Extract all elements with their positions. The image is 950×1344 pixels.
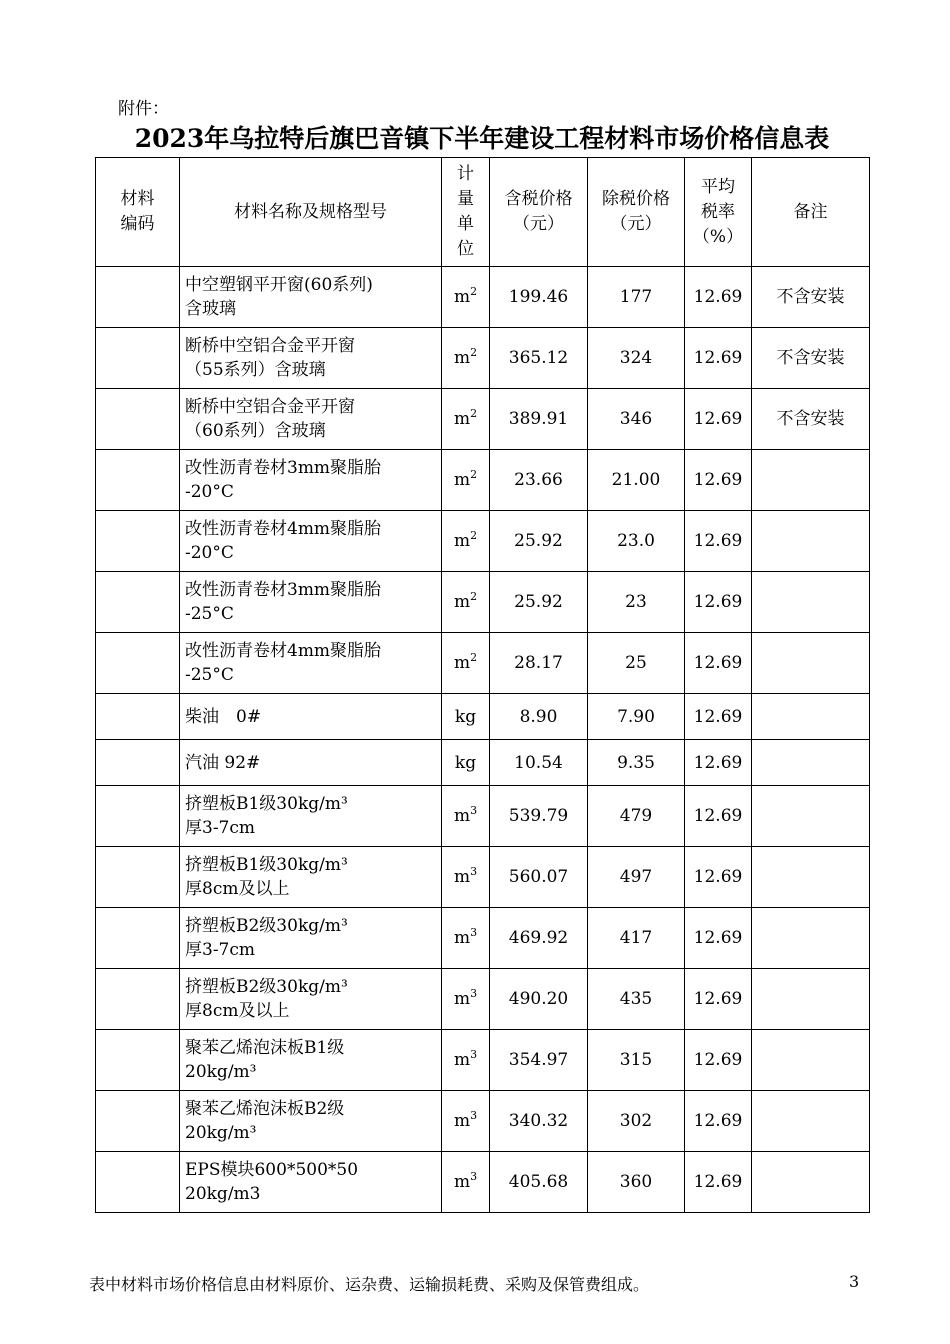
cell-material-name <box>180 969 442 1030</box>
material-name-line: 20kg/m³ <box>185 1062 257 1082</box>
cell-unit <box>442 572 490 633</box>
cell-note <box>752 1030 870 1091</box>
unit-base: m <box>453 1111 471 1131</box>
cell-note <box>752 1091 870 1152</box>
table-row <box>96 908 870 969</box>
cell-material-name <box>180 511 442 572</box>
material-name-line: 断桥中空铝合金平开窗 <box>185 397 355 417</box>
header-avg-tax-rate: 平均 税率 （%） <box>685 158 752 267</box>
cell-tax-rate: 12.69 <box>685 969 752 1030</box>
cell-price-with-tax: 25.92 <box>490 572 588 633</box>
cell-price-without-tax: 23.0 <box>588 511 685 572</box>
cell-unit <box>442 786 490 847</box>
material-name-line: 厚3-7cm <box>185 940 256 960</box>
cell-material-name <box>180 328 442 389</box>
unit-exponent: 3 <box>470 804 478 817</box>
unit-base: m <box>453 592 471 612</box>
cell-material-name <box>180 1091 442 1152</box>
cell-price-with-tax: 8.90 <box>490 694 588 740</box>
cell-material-name <box>180 389 442 450</box>
cell-price-without-tax: 25 <box>588 633 685 694</box>
cell-code <box>96 969 180 1030</box>
cell-code <box>96 511 180 572</box>
unit-base: m <box>453 989 471 1009</box>
cell-material-name <box>180 740 442 786</box>
unit-base: m <box>453 531 471 551</box>
cell-tax-rate: 12.69 <box>685 786 752 847</box>
cell-price-with-tax: 25.92 <box>490 511 588 572</box>
cell-note <box>752 511 870 572</box>
cell-unit <box>442 1030 490 1091</box>
header-price-with-tax: 含税价格 （元） <box>490 158 588 267</box>
cell-note <box>752 1152 870 1213</box>
cell-unit <box>442 847 490 908</box>
cell-price-without-tax: 435 <box>588 969 685 1030</box>
cell-tax-rate: 12.69 <box>685 328 752 389</box>
unit-exponent: 2 <box>470 590 478 603</box>
cell-price-without-tax: 21.00 <box>588 450 685 511</box>
cell-unit <box>442 267 490 328</box>
table-row <box>96 786 870 847</box>
cell-note <box>752 908 870 969</box>
material-name-line: 挤塑板B1级30kg/m³ <box>185 855 348 875</box>
unit-base: m <box>453 806 471 826</box>
material-name-line: 挤塑板B2级30kg/m³ <box>185 916 348 936</box>
cell-unit <box>442 1152 490 1213</box>
cell-tax-rate: 12.69 <box>685 740 752 786</box>
material-name-line: 改性沥青卷材3mm聚脂胎 <box>185 458 382 478</box>
cell-price-with-tax: 405.68 <box>490 1152 588 1213</box>
cell-material-name <box>180 786 442 847</box>
cell-price-without-tax: 177 <box>588 267 685 328</box>
cell-code <box>96 1091 180 1152</box>
cell-tax-rate: 12.69 <box>685 694 752 740</box>
unit-exponent: 3 <box>470 926 478 939</box>
cell-unit <box>442 694 490 740</box>
header-price-without-tax: 除税价格 （元） <box>588 158 685 267</box>
cell-note <box>752 740 870 786</box>
material-name-line: 聚苯乙烯泡沫板B2级 <box>185 1099 345 1119</box>
cell-note <box>752 786 870 847</box>
page-number: 3 <box>849 1272 860 1291</box>
table-row <box>96 1152 870 1213</box>
cell-tax-rate: 12.69 <box>685 633 752 694</box>
material-name-line: 改性沥青卷材4mm聚脂胎 <box>185 641 382 661</box>
header-note: 备注 <box>752 158 870 267</box>
material-name-line: -20°C <box>185 543 234 563</box>
unit-base: m <box>453 409 471 429</box>
cell-unit <box>442 511 490 572</box>
cell-code <box>96 389 180 450</box>
unit-base: m <box>453 1172 471 1192</box>
unit-exponent: 2 <box>470 285 478 298</box>
table-row <box>96 572 870 633</box>
cell-material-name <box>180 267 442 328</box>
cell-unit <box>442 328 490 389</box>
unit-base: kg <box>454 706 477 727</box>
cell-price-without-tax: 9.35 <box>588 740 685 786</box>
cell-tax-rate: 12.69 <box>685 847 752 908</box>
cell-price-with-tax: 490.20 <box>490 969 588 1030</box>
unit-exponent: 2 <box>470 468 478 481</box>
material-name-line: 挤塑板B1级30kg/m³ <box>185 794 348 814</box>
cell-material-name <box>180 847 442 908</box>
material-name-line: 柴油 0# <box>185 706 262 727</box>
cell-code <box>96 1030 180 1091</box>
cell-note <box>752 969 870 1030</box>
material-name-line: -20°C <box>185 482 234 502</box>
material-name-line: 改性沥青卷材4mm聚脂胎 <box>185 519 382 539</box>
table-row <box>96 847 870 908</box>
material-name-line: 改性沥青卷材3mm聚脂胎 <box>185 580 382 600</box>
cell-price-without-tax: 23 <box>588 572 685 633</box>
unit-base: m <box>453 470 471 490</box>
table-row <box>96 740 870 786</box>
unit-exponent: 3 <box>470 1170 478 1183</box>
unit-base: kg <box>454 752 477 773</box>
cell-note <box>752 694 870 740</box>
price-table <box>95 157 870 1213</box>
cell-code <box>96 633 180 694</box>
cell-unit <box>442 908 490 969</box>
unit-base: m <box>453 287 471 307</box>
table-header-row <box>96 158 870 267</box>
cell-code <box>96 1152 180 1213</box>
table-row <box>96 1091 870 1152</box>
cell-price-with-tax: 560.07 <box>490 847 588 908</box>
cell-unit <box>442 969 490 1030</box>
cell-unit <box>442 450 490 511</box>
cell-code <box>96 694 180 740</box>
unit-exponent: 3 <box>470 865 478 878</box>
material-name-line: 20kg/m³ <box>185 1123 257 1143</box>
cell-material-name <box>180 1030 442 1091</box>
unit-exponent: 2 <box>470 346 478 359</box>
page-title: 2023年乌拉特后旗巴音镇下半年建设工程材料市场价格信息表 <box>134 124 830 153</box>
cell-note <box>752 847 870 908</box>
cell-material-name <box>180 450 442 511</box>
cell-tax-rate: 12.69 <box>685 572 752 633</box>
cell-price-with-tax: 469.92 <box>490 908 588 969</box>
cell-note <box>752 450 870 511</box>
cell-price-with-tax: 199.46 <box>490 267 588 328</box>
cell-price-with-tax: 28.17 <box>490 633 588 694</box>
cell-price-without-tax: 346 <box>588 389 685 450</box>
cell-code <box>96 450 180 511</box>
cell-code <box>96 572 180 633</box>
material-name-line: 含玻璃 <box>185 299 236 319</box>
cell-note <box>752 572 870 633</box>
cell-price-without-tax: 479 <box>588 786 685 847</box>
unit-exponent: 3 <box>470 987 478 1000</box>
cell-code <box>96 740 180 786</box>
unit-base: m <box>453 1050 471 1070</box>
cell-tax-rate: 12.69 <box>685 267 752 328</box>
cell-code <box>96 908 180 969</box>
cell-material-name <box>180 633 442 694</box>
material-name-line: 断桥中空铝合金平开窗 <box>185 336 355 356</box>
unit-exponent: 2 <box>470 529 478 542</box>
material-name-line: （55系列）含玻璃 <box>185 360 326 380</box>
table-row <box>96 328 870 389</box>
footer-note: 表中材料市场价格信息由材料原价、运杂费、运输损耗费、采购及保管费组成。 <box>89 1275 650 1294</box>
unit-exponent: 3 <box>470 1048 478 1061</box>
cell-code <box>96 328 180 389</box>
unit-base: m <box>453 928 471 948</box>
cell-unit <box>442 389 490 450</box>
cell-tax-rate: 12.69 <box>685 389 752 450</box>
cell-price-without-tax: 497 <box>588 847 685 908</box>
table-row <box>96 511 870 572</box>
cell-price-without-tax: 417 <box>588 908 685 969</box>
header-unit: 计 量 单 位 <box>442 158 490 267</box>
material-name-line: 聚苯乙烯泡沫板B1级 <box>185 1038 345 1058</box>
material-name-line: 厚3-7cm <box>185 818 256 838</box>
cell-price-with-tax: 10.54 <box>490 740 588 786</box>
cell-code <box>96 786 180 847</box>
cell-material-name <box>180 572 442 633</box>
cell-price-with-tax: 365.12 <box>490 328 588 389</box>
cell-note <box>752 633 870 694</box>
cell-material-name <box>180 1152 442 1213</box>
header-code: 材料 编码 <box>96 158 180 267</box>
material-name-line: 厚8cm及以上 <box>185 879 290 899</box>
table-row <box>96 969 870 1030</box>
cell-price-without-tax: 302 <box>588 1091 685 1152</box>
material-name-line: （60系列）含玻璃 <box>185 421 326 441</box>
material-name-line: 中空塑钢平开窗(60系列) <box>185 275 373 295</box>
cell-tax-rate: 12.69 <box>685 1030 752 1091</box>
cell-price-without-tax: 360 <box>588 1152 685 1213</box>
cell-price-with-tax: 389.91 <box>490 389 588 450</box>
unit-base: m <box>453 653 471 673</box>
material-name-line: 20kg/m3 <box>185 1184 261 1204</box>
material-name-line: 厚8cm及以上 <box>185 1001 290 1021</box>
table-row <box>96 1030 870 1091</box>
cell-tax-rate: 12.69 <box>685 1091 752 1152</box>
material-name-line: 汽油 92# <box>185 752 261 773</box>
cell-price-with-tax: 539.79 <box>490 786 588 847</box>
material-name-line: -25°C <box>185 665 234 685</box>
unit-base: m <box>453 867 471 887</box>
cell-unit <box>442 1091 490 1152</box>
cell-note: 不含安装 <box>752 267 870 328</box>
cell-tax-rate: 12.69 <box>685 908 752 969</box>
material-name-line: 挤塑板B2级30kg/m³ <box>185 977 348 997</box>
table-row <box>96 450 870 511</box>
attachment-label: 附件： <box>118 99 169 119</box>
cell-tax-rate: 12.69 <box>685 1152 752 1213</box>
cell-unit <box>442 633 490 694</box>
unit-base: m <box>453 348 471 368</box>
cell-material-name <box>180 908 442 969</box>
cell-price-with-tax: 23.66 <box>490 450 588 511</box>
table-row <box>96 694 870 740</box>
unit-exponent: 3 <box>470 1109 478 1122</box>
cell-tax-rate: 12.69 <box>685 511 752 572</box>
cell-tax-rate: 12.69 <box>685 450 752 511</box>
material-name-line: -25°C <box>185 604 234 624</box>
unit-exponent: 2 <box>470 651 478 664</box>
unit-exponent: 2 <box>470 407 478 420</box>
cell-price-with-tax: 354.97 <box>490 1030 588 1091</box>
cell-unit <box>442 740 490 786</box>
cell-price-without-tax: 315 <box>588 1030 685 1091</box>
cell-note: 不含安装 <box>752 328 870 389</box>
cell-code <box>96 267 180 328</box>
cell-price-without-tax: 324 <box>588 328 685 389</box>
cell-price-without-tax: 7.90 <box>588 694 685 740</box>
material-name-line: EPS模块600*500*50 <box>185 1160 359 1180</box>
table-row <box>96 267 870 328</box>
cell-code <box>96 847 180 908</box>
cell-note: 不含安装 <box>752 389 870 450</box>
cell-price-with-tax: 340.32 <box>490 1091 588 1152</box>
table-row <box>96 633 870 694</box>
cell-material-name <box>180 694 442 740</box>
table-row <box>96 389 870 450</box>
header-name: 材料名称及规格型号 <box>180 158 442 267</box>
